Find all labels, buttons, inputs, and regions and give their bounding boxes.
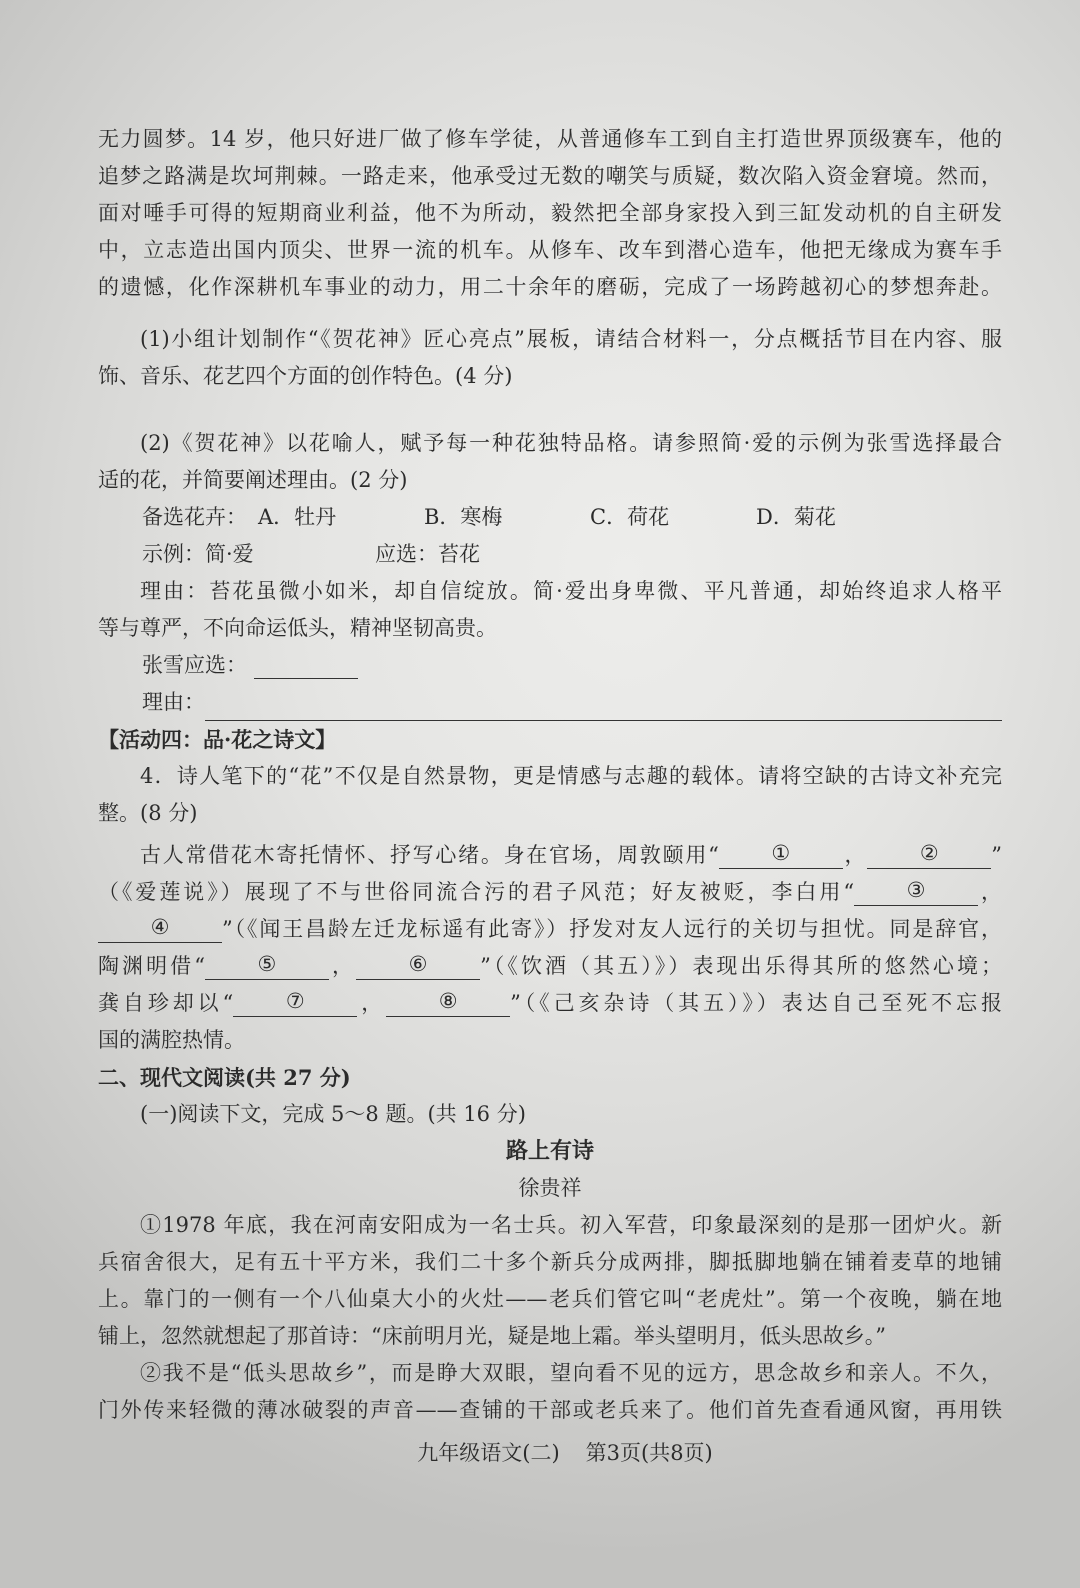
footer-subject: 九年级语文(二) <box>417 1441 560 1465</box>
passage-text: ”（《闻王昌龄左迁龙标遥有此寄》）抒发对友人远行的关切与担忧。同是辞官， <box>222 917 1002 941</box>
question-4-line: 4．诗人笔下的“花”不仅是自然景物，更是情感与志趣的载体。请将空缺的古诗文补充完 <box>140 764 1002 788</box>
passage-punctuation: ” <box>991 843 1002 867</box>
passage-text: ”（《己亥杂诗（其五）》）表达自己至死不忘报 <box>510 991 1002 1015</box>
example-choice: 应选：苔花 <box>375 542 480 566</box>
article-author: 徐贵祥 <box>518 1176 582 1200</box>
article-title: 路上有诗 <box>505 1139 594 1164</box>
answer-blank-8: ⑧ <box>386 987 510 1017</box>
answer-choice-row <box>98 647 1002 684</box>
options-label: 备选花卉： <box>142 505 247 529</box>
material-text-line: 无力圆梦。14 岁，他只好进厂做了修车学徒，从普通修车工到自主打造世界顶级赛车，他的 <box>98 127 1002 151</box>
option-c: C．荷花 <box>590 505 670 529</box>
example-reason-line: 理由：苔花虽微小如米，却自信绽放。简·爱出身卑微、平凡普通，却始终追求人格平 <box>140 579 1002 603</box>
question-1-line: (1)小组计划制作“《贺花神》匠心亮点”展板，请结合材料一，分点概括节目在内容、服 <box>140 327 1002 351</box>
question-4 <box>98 758 1002 832</box>
passage-text: 龚自珍却以“ <box>98 991 234 1015</box>
flower-options <box>98 499 1002 536</box>
passage-text: ”（《饮酒（其五）》）表现出乐得其所的悠然心境； <box>480 954 1002 978</box>
answer-reason-row <box>98 684 1002 721</box>
reading-instructions: (一)阅读下文，完成 5～8 题。(共 16 分) <box>140 1102 526 1126</box>
question-2-line: (2)《贺花神》以花喻人，赋予每一种花独特品格。请参照简·爱的示例为张雪选择最合 <box>140 431 1002 455</box>
footer-page-number: 第3页(共8页) <box>585 1441 713 1465</box>
passage-line <box>98 985 1002 1022</box>
passage-text: （《爱莲说》）展现了不与世俗同流合污的君子风范；好友被贬，李白用“ <box>98 880 855 904</box>
option-b: B．寒梅 <box>424 505 503 529</box>
section-heading: 二、现代文阅读(共 27 分) <box>98 1065 351 1090</box>
passage-punctuation: ， <box>328 954 357 978</box>
passage-punctuation: ， <box>978 880 1002 904</box>
answer-blank-2: ② <box>867 839 991 869</box>
question-1-line: 饰、音乐、花艺四个方面的创作特色。(4 分) <box>98 364 513 388</box>
page-content <box>98 121 1002 1472</box>
passage-punctuation: ， <box>842 843 868 867</box>
answer-choice-blank <box>254 647 358 679</box>
material-text-line: 中，立志造出国内顶尖、世界一流的机车。从修车、改车到潜心造车，他把无缘成为赛车手 <box>98 238 1002 262</box>
option-a: A．牡丹 <box>258 505 337 529</box>
example-row <box>98 536 1002 573</box>
passage-punctuation: ， <box>357 991 387 1015</box>
article-paragraph <box>98 1207 1002 1355</box>
answer-choice-label: 张雪应选： <box>142 653 247 677</box>
passage-text: 古人常借花木寄托情怀、抒写心绪。身在官场，周敦颐用“ <box>140 843 719 867</box>
answer-blank-4: ④ <box>98 913 222 943</box>
question-2-line: 适的花，并简要阐述理由。(2 分) <box>98 468 408 492</box>
passage-line <box>98 874 1002 911</box>
material-text-line: 面对唾手可得的短期商业利益，他不为所动，毅然把全部身家投入到三缸发动机的自主研发 <box>98 201 1002 225</box>
material-text <box>98 121 1002 306</box>
passage-text: 陶渊明借“ <box>98 954 205 978</box>
activity-heading: 【活动四：品·花之诗文】 <box>98 727 337 752</box>
passage-text: 国的满腔热情。 <box>98 1028 245 1052</box>
article-line: 门外传来轻微的薄冰破裂的声音——查铺的干部或老兵来了。他们首先查看通风窗，再用铁 <box>98 1398 1002 1422</box>
answer-blank-5: ⑤ <box>205 950 329 980</box>
example-reason-line: 等与尊严，不向命运低头，精神坚韧高贵。 <box>98 616 497 640</box>
passage-line <box>98 948 1002 985</box>
answer-blank-3: ③ <box>854 876 978 906</box>
question-1 <box>98 321 1002 395</box>
article-line: ①1978 年底，我在河南安阳成为一名士兵。初入军营，印象最深刻的是那一团炉火。新 <box>140 1213 1002 1237</box>
example-label: 示例：简·爱 <box>142 542 254 566</box>
option-d: D．菊花 <box>756 505 836 529</box>
article-line: 兵宿舍很大，足有五十平方米，我们二十多个新兵分成两排，脚抵脚地躺在铺着麦草的地铺 <box>98 1250 1002 1274</box>
answer-blank-6: ⑥ <box>356 950 480 980</box>
article-line: 铺上，忽然就想起了那首诗：“床前明月光，疑是地上霜。举头望明月，低头思故乡。” <box>98 1324 886 1348</box>
article-paragraph <box>98 1355 1002 1429</box>
page-footer <box>98 1435 1002 1472</box>
answer-blank-7: ⑦ <box>233 987 357 1017</box>
answer-blank-1: ① <box>719 839 843 869</box>
answer-reason-blank <box>205 684 1002 721</box>
poetry-passage <box>98 837 1002 1059</box>
passage-line <box>98 837 1002 874</box>
article-line: 上。靠门的一侧有一个八仙桌大小的火灶——老兵们管它叫“老虎灶”。第一个夜晚，躺在地 <box>98 1287 1002 1311</box>
passage-line <box>98 1022 1002 1059</box>
passage-line <box>98 911 1002 948</box>
question-2 <box>98 425 1002 721</box>
question-4-line: 整。(8 分) <box>98 801 198 825</box>
article-line: ②我不是“低头思故乡”，而是睁大双眼，望向看不见的远方，思念故乡和亲人。不久， <box>140 1361 1002 1385</box>
answer-reason-label: 理由： <box>142 690 205 714</box>
material-text-line: 追梦之路满是坎坷荆棘。一路走来，他承受过无数的嘲笑与质疑，数次陷入资金窘境。然而， <box>98 164 1002 188</box>
material-text-line: 的遗憾，化作深耕机车事业的动力，用二十余年的磨砺，完成了一场跨越初心的梦想奔赴。 <box>98 275 1002 299</box>
